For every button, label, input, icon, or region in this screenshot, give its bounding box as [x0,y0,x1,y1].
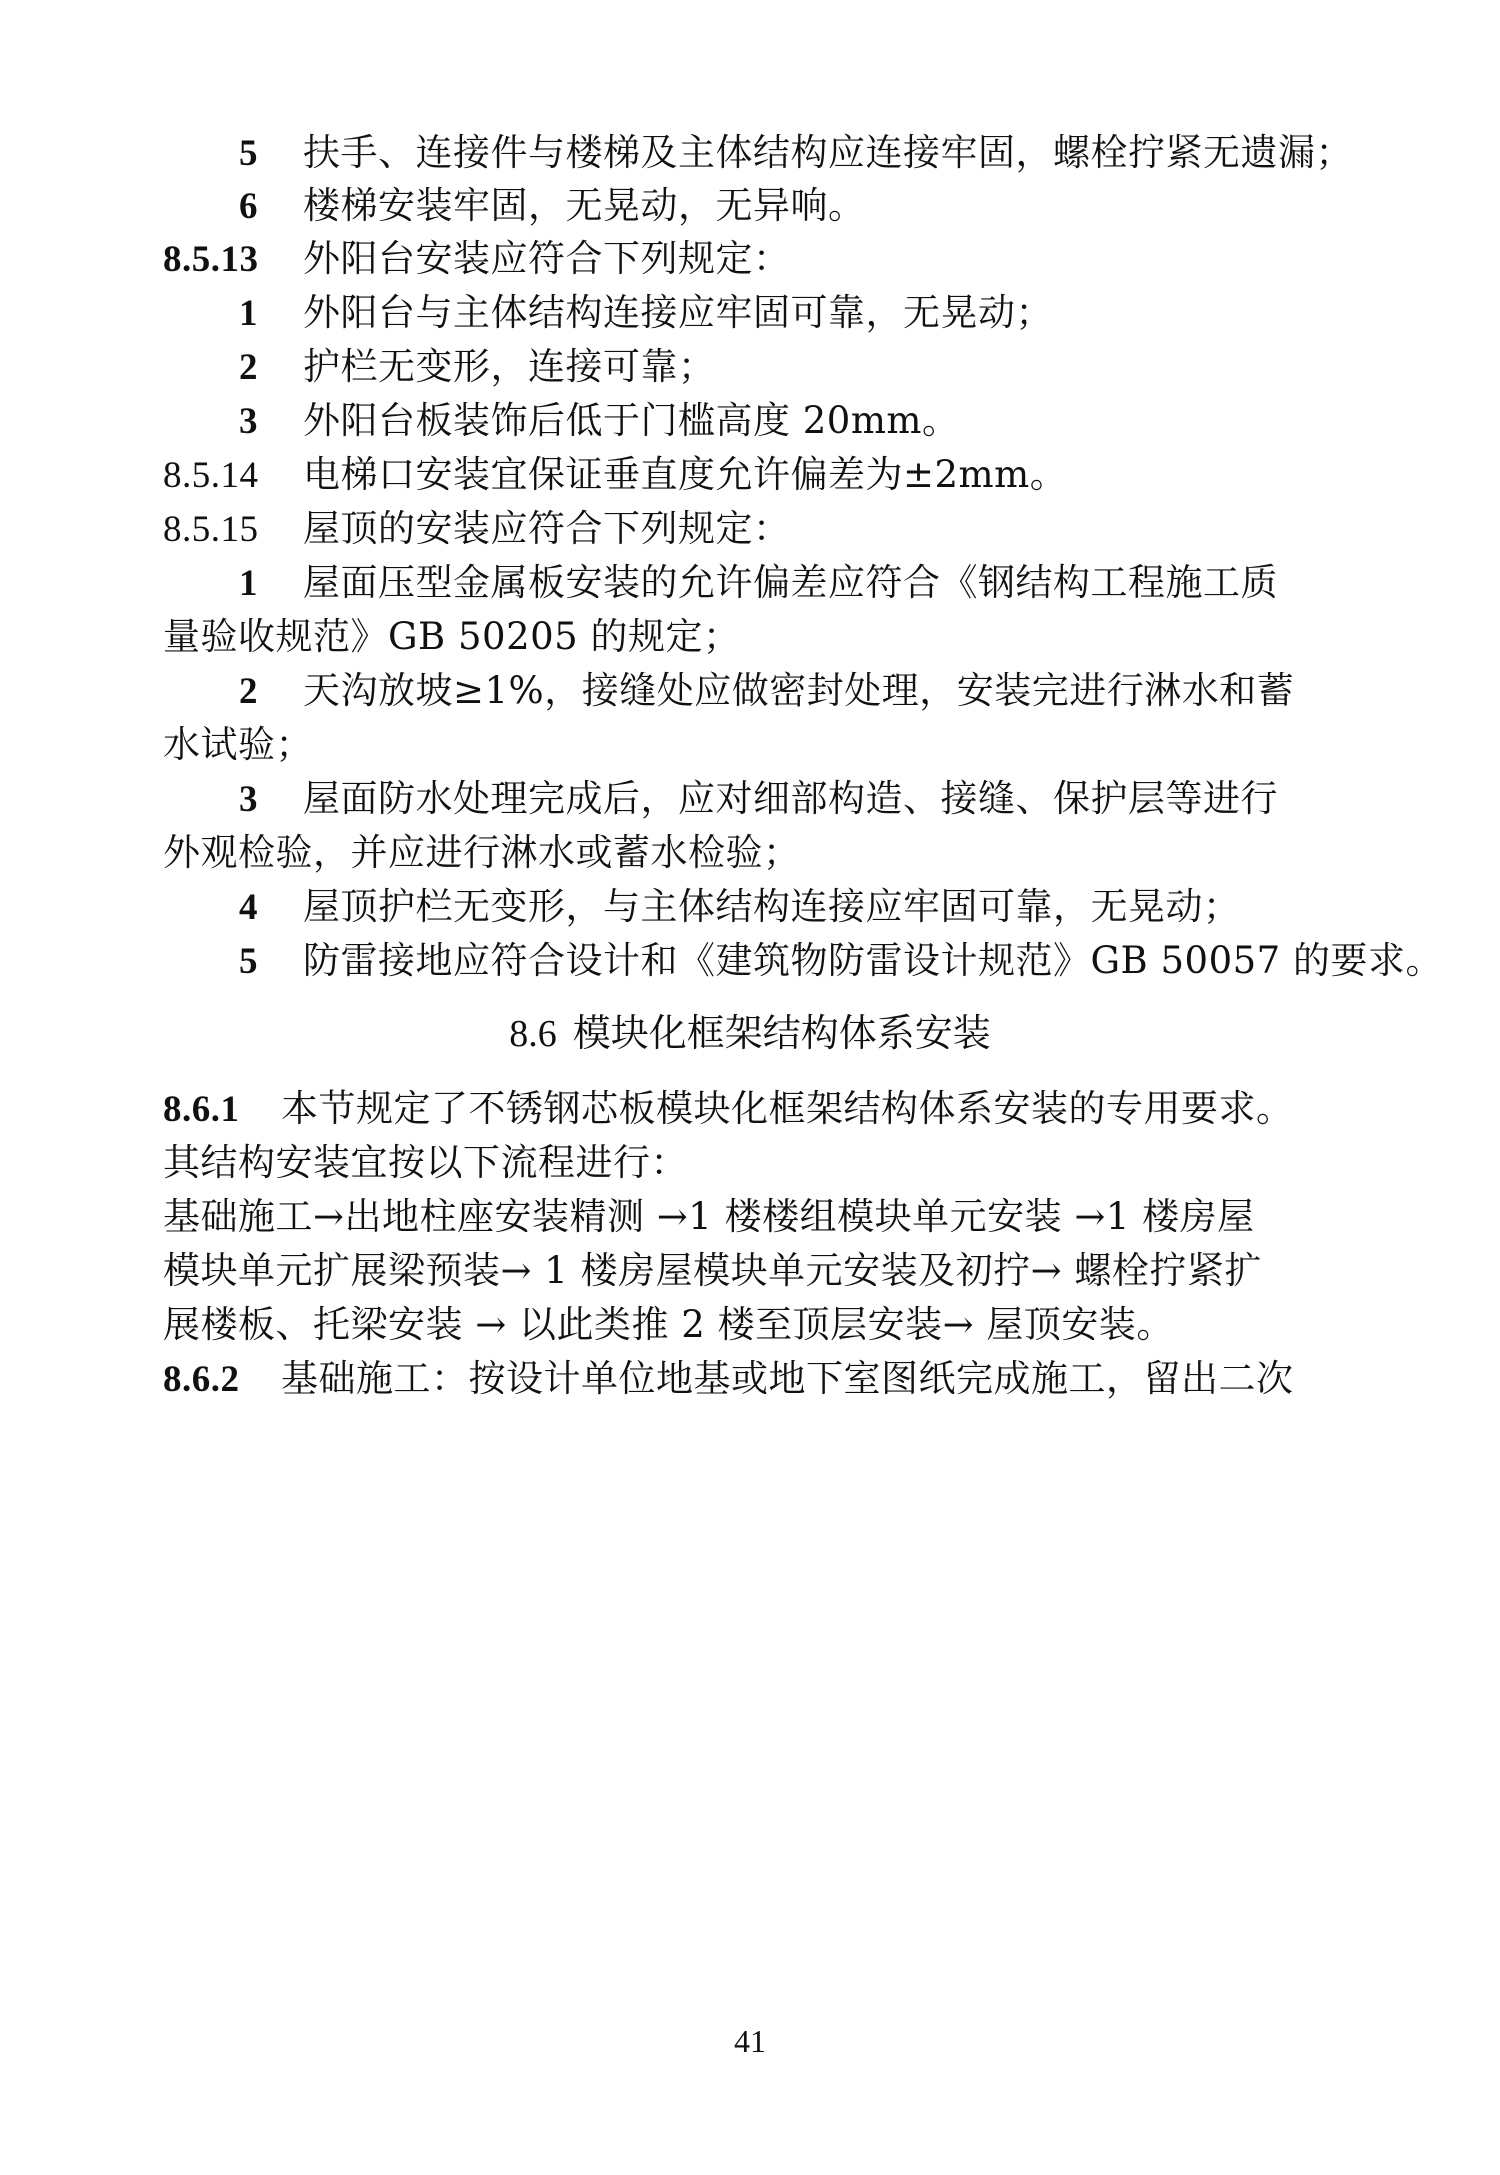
list-item [239,774,1349,825]
clause-number: 8.5.13 [163,239,259,280]
clause-text: 基础施工：按设计单位地基或地下室图纸完成施工，留出二次 [281,1357,1294,1400]
item-number: 1 [239,563,258,604]
clause-8-6-2 [163,1354,1343,1405]
clause-text: 屋顶的安装应符合下列规定： [303,507,791,550]
item-text: 外阳台与主体结构连接应牢固可靠，无晃动； [303,291,1053,334]
clause-text: 外阳台安装应符合下列规定： [303,237,791,280]
section-heading [0,1008,1500,1059]
clause-8-6-1 [163,1084,1343,1135]
section-number: 8.6 [509,1013,557,1055]
item-text: 天沟放坡≥1%，接缝处应做密封处理，安装完进行淋水和蓄 [303,669,1295,712]
item-text: 量验收规范》GB 50205 的规定； [163,615,741,658]
clause-number: 8.5.15 [163,509,259,550]
item-text: 护栏无变形，连接可靠； [303,345,716,388]
flow-line [163,1300,1343,1350]
flow-line [163,1192,1343,1242]
list-item-continuation [163,612,1343,662]
list-item [239,342,1349,393]
flow-text: 基础施工→出地柱座安装精测 →1 楼楼组模块单元安装 →1 楼房屋 [163,1195,1255,1238]
item-text: 屋顶护栏无变形，与主体结构连接应牢固可靠，无晃动； [303,885,1241,928]
item-number: 2 [239,671,258,712]
list-item [239,288,1349,339]
list-item [239,666,1349,717]
item-number: 3 [239,779,258,820]
item-number: 3 [239,401,258,442]
item-text: 外阳台板装饰后低于门槛高度 20mm。 [303,399,960,442]
item-number: 5 [239,941,258,982]
item-number: 5 [239,133,258,174]
list-item [239,936,1443,987]
list-item-continuation [163,828,1343,878]
list-item [239,181,1349,232]
item-number: 6 [239,186,258,227]
item-text: 水试验； [163,723,313,766]
item-number: 4 [239,887,258,928]
item-number: 2 [239,347,258,388]
clause-continuation [163,1138,1343,1188]
item-text: 屋面压型金属板安装的允许偏差应符合《钢结构工程施工质 [303,561,1278,604]
item-text: 防雷接地应符合设计和《建筑物防雷设计规范》GB 50057 的要求。 [303,939,1443,982]
list-item [239,128,1353,179]
flow-line [163,1246,1343,1296]
flow-text: 展楼板、托梁安装 → 以此类推 2 楼至顶层安装→ 屋顶安装。 [163,1303,1174,1346]
clause-text: 电梯口安装宜保证垂直度允许偏差为±2mm。 [303,453,1068,496]
clause-number: 8.6.2 [163,1359,240,1400]
item-text: 外观检验，并应进行淋水或蓄水检验； [163,831,801,874]
flow-text: 模块单元扩展梁预装→ 1 楼房屋模块单元安装及初拧→ 螺栓拧紧扩 [163,1249,1262,1292]
item-text: 扶手、连接件与楼梯及主体结构应连接牢固，螺栓拧紧无遗漏； [303,131,1353,174]
item-number: 1 [239,293,258,334]
clause-number: 8.5.14 [163,455,259,496]
list-item-continuation [163,720,1343,770]
clause-8-5-15 [163,504,1343,555]
clause-8-5-14 [163,450,1343,501]
clause-number: 8.6.1 [163,1089,240,1130]
item-text: 屋面防水处理完成后，应对细部构造、接缝、保护层等进行 [303,777,1278,820]
clause-text: 本节规定了不锈钢芯板模块化框架结构体系安装的专用要求。 [281,1087,1294,1130]
list-item [239,882,1349,933]
list-item [239,396,1349,447]
list-item [239,558,1349,609]
section-title: 模块化框架结构体系安装 [572,1011,991,1055]
item-text: 楼梯安装牢固，无晃动，无异响。 [303,184,866,227]
clause-8-5-13 [163,234,1343,285]
clause-text: 其结构安装宜按以下流程进行： [163,1141,688,1184]
page-number: 41 [734,2023,766,2059]
